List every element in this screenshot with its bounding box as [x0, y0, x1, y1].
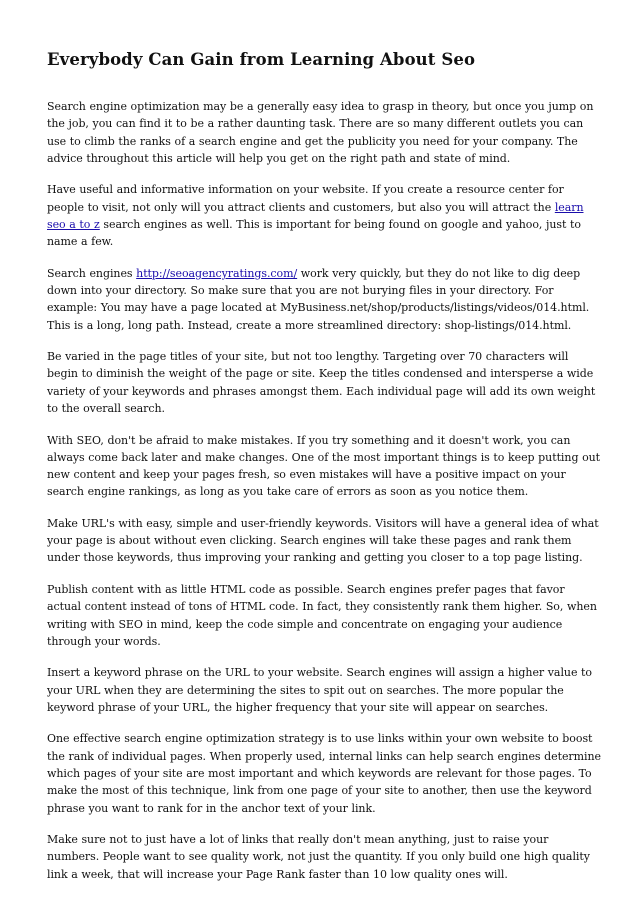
learn-seo-link[interactable]: learn seo a to z	[47, 200, 584, 231]
paragraph-intro: Search engine optimization may be a generally easy idea to grasp in theory, but once you jump on the job, you can find it to be a rather daunting task. There are so many different outlets you can use to climb the ranks of a search engine and get the publicity you need for your company. The advice throughout this article will help you get on the right path and state of mind.	[47, 100, 594, 165]
paragraph-informative-content	[47, 181, 602, 250]
paragraph-text: search engines as well. This is important for being found on google and yahoo, just to name a few.	[47, 217, 581, 249]
paragraph-internal-links: One effective search engine optimization strategy is to use links within your own website to boost the rank of individual pages. When properly used, internal links can help search engines determine which pages of your site are most important and which keywords are relevant for those pages. To make the most of this technique, link from one page of your site to another, then use the keyword phrase you want to rank for in the anchor text of your link.	[47, 732, 601, 815]
paragraph-html-code: Publish content with as little HTML code as possible. Search engines prefer pages that favor actual content instead of tons of HTML code. In fact, they consistently rank them higher. So, when writing with SEO in mind, keep the code simple and concentrate on engaging your audience through your words.	[47, 582, 597, 648]
paragraph-directory	[47, 265, 602, 334]
paragraph-quality-links: Make sure not to just have a lot of links that really don't mean anything, just to raise your numbers. People want to see quality work, not just the quantity. If you only build one high quality link a week, that will increase your Page Rank faster than 10 low quality ones will.	[47, 833, 590, 881]
paragraph-text: Have useful and informative information on your website. If you create a resource center for people to visit, not only will you attract clients and customers, but also you will attract the	[47, 183, 564, 214]
paragraph-urls: Make URL's with easy, simple and user-friendly keywords. Visitors will have a general idea of what your page is about without even clicking. Search engines will take these pages and rank them under those keywords, thus improving your ranking and getting you closer to a top page listing.	[47, 516, 599, 565]
paragraph-mistakes: With SEO, don't be afraid to make mistakes. If you try something and it doesn't work, you can always come back later and make changes. One of the most important things is to keep putting out new content and keep your pages fresh, so even mistakes will have a positive impact on your search engine rankings, as long as you take care of errors as soon as you notice them.	[47, 433, 601, 499]
paragraph-page-titles: Be varied in the page titles of your site, but not too lengthy. Targeting over 70 characters will begin to diminish the weight of the page or site. Keep the titles condensed and intersperse a wide variety of your keywords and phrases amongst them. Each individual page will add its own weight to the overall search.	[47, 350, 596, 416]
paragraph-keyword-url: Insert a keyword phrase on the URL to your website. Search engines will assign a higher value to your URL when they are determining the sites to spit out on searches. The more popular the keyword phrase of your URL, the higher frequency that your site will appear on searches.	[47, 666, 592, 714]
document-title: Everybody Can Gain from Learning About Seo	[47, 50, 476, 69]
document-page	[47, 48, 602, 897]
paragraph-text: Search engines	[47, 266, 137, 280]
paragraph-text: work very quickly, but they do not like to dig deep down into your directory. So make sure that you are not burying files in your directory. For example: You may have a page located at MyBusiness.net/shop/products/listings/videos/014.html. This is a long, long path. Instead, create a more streamlined directory: shop-listings/014.html.	[47, 266, 590, 332]
seo-agency-ratings-link[interactable]: http://seoagencyratings.com/	[136, 266, 298, 280]
